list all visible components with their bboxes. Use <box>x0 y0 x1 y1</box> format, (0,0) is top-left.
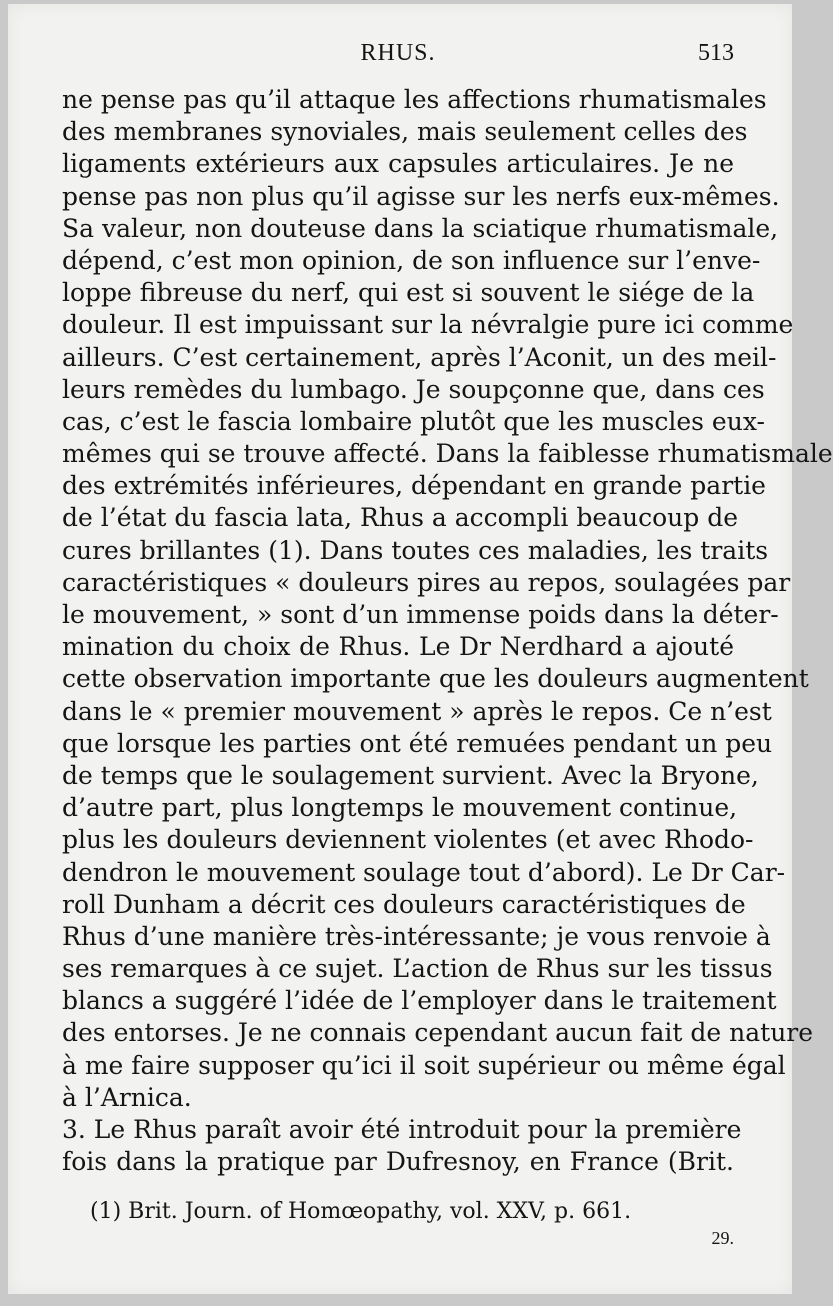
text-line: mêmes qui se trouve affecté. Dans la faiblesse rhumatismale <box>62 439 833 469</box>
text-line: caractéristiques « douleurs pires au repos, soulagées par <box>62 567 791 597</box>
text-line: des extrémités inférieures, dépendant en grande partie <box>62 471 766 501</box>
text-line: plus les douleurs deviennent violentes (et avec Rhodo- <box>62 825 754 855</box>
page-number: 513 <box>698 40 734 66</box>
text-line: loppe fibreuse du nerf, qui est si souvent le siége de la <box>62 278 755 308</box>
text-line: de l’état du fascia lata, Rhus a accompli beaucoup de <box>62 503 739 533</box>
running-head: RHUS. <box>360 40 436 66</box>
text-line: à l’Arnica. <box>62 1082 192 1112</box>
text-line: ailleurs. C’est certainement, après l’Aconit, un des meil- <box>62 342 777 372</box>
text-line: leurs remèdes du lumbago. Je soupçonne que, dans ces <box>62 374 765 404</box>
text-line: le mouvement, » sont d’un immense poids dans la déter- <box>62 600 779 629</box>
text-line: mination du choix de Rhus. Le Dr Nerdhard a ajouté <box>62 632 734 662</box>
text-line: blancs a suggéré l’idée de l’employer dans le traitement <box>62 986 777 1016</box>
page-header <box>62 40 734 74</box>
text-line: dendron le mouvement soulage tout d’abord). Le Dr Car- <box>62 857 786 887</box>
text-line: des membranes synoviales, mais seulement celles des <box>62 117 748 147</box>
text-line: des entorses. Je ne connais cependant aucun fait de nature <box>62 1018 814 1048</box>
text-line: d’autre part, plus longtemps le mouvement continue, <box>62 793 738 823</box>
text-line: à me faire supposer qu’ici il soit supérieur ou même égal <box>62 1050 786 1080</box>
text-line: cures brillantes (1). Dans toutes ces maladies, les traits <box>62 535 769 565</box>
text-line: Sa valeur, non douteuse dans la sciatique rhumatismale, <box>62 213 779 243</box>
text-line: dans le « premier mouvement » après le repos. Ce n’est <box>62 696 772 726</box>
text-line: que lorsque les parties ont été remuées pendant un peu <box>62 728 773 758</box>
text-line: dépend, c’est mon opinion, de son influence sur l’enve- <box>62 245 761 275</box>
text-line: roll Dunham a décrit ces douleurs caractéristiques de <box>62 889 746 919</box>
text-line: ligaments extérieurs aux capsules articulaires. Je ne <box>62 149 734 179</box>
text-line: ses remarques à ce sujet. L’action de Rhus sur les tissus <box>62 954 773 984</box>
book-page <box>8 4 833 1294</box>
body-text <box>62 84 833 1178</box>
text-line: pense pas non plus qu’il agisse sur les nerfs eux-mêmes. <box>62 181 780 211</box>
text-line: de temps que le soulagement survient. Avec la Bryone, <box>62 760 759 790</box>
footnote: (1) Brit. Journ. of Homœopathy, vol. XXV, p. 661. <box>90 1199 632 1224</box>
text-line: cette observation importante que les douleurs augmentent <box>62 664 809 694</box>
text-line: cas, c’est le fascia lombaire plutôt que les muscles eux- <box>62 406 765 436</box>
text-line: ne pense pas qu’il attaque les affections rhumatismales <box>62 85 767 114</box>
text-line: 3. Le Rhus paraît avoir été introduit pour la première <box>62 1115 742 1144</box>
text-line: fois dans la pratique par Dufresnoy, en France (Brit. <box>62 1147 734 1177</box>
signature-mark: 29. <box>711 1228 734 1248</box>
text-line: Rhus d’une manière très-intéressante; je vous renvoie à <box>62 921 771 951</box>
text-line: douleur. Il est impuissant sur la névralgie pure ici comme <box>62 310 794 340</box>
